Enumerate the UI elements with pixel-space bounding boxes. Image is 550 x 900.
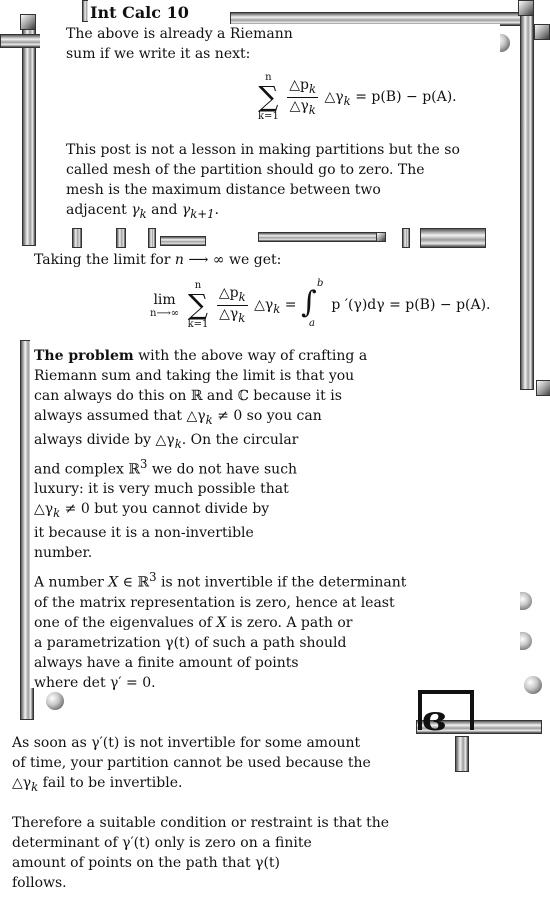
sum-operator bbox=[258, 72, 279, 122]
paragraph-line: number. bbox=[34, 545, 93, 562]
paragraph-line: always have a finite amount of points bbox=[34, 654, 299, 671]
text-fragment: ⟶ ∞ bbox=[183, 252, 225, 268]
frame-band-piece-6 bbox=[402, 228, 410, 248]
numerator-sub: k bbox=[238, 289, 246, 304]
integrand: p ′(γ)dγ bbox=[331, 297, 385, 313]
denominator-sub: k bbox=[308, 102, 316, 117]
text-fragment: △γ bbox=[12, 775, 32, 791]
ornament-glyph-swirl: ɞ bbox=[422, 699, 447, 739]
subscript: k bbox=[31, 779, 39, 794]
paragraph-line: This post is not a lesson in making partitions but the so bbox=[66, 142, 460, 158]
rhs-delta-sub: k bbox=[273, 301, 281, 316]
paragraph-line: Therefore a suitable condition or restraint is that the bbox=[12, 815, 390, 831]
equation-result: = p(B) − p(A). bbox=[355, 89, 457, 105]
text-fragment: A number bbox=[34, 574, 109, 591]
subscript: k bbox=[205, 412, 213, 427]
text-fragment: we get: bbox=[224, 252, 282, 268]
frame-band-square bbox=[376, 232, 386, 242]
frac-denominator bbox=[287, 98, 318, 118]
text-fragment: one of the eigenvalues of bbox=[34, 614, 217, 631]
text-fragment: ∈ ℝ bbox=[118, 574, 150, 591]
frame-left-bar bbox=[22, 16, 36, 246]
text-fragment: always assumed that △γ bbox=[34, 408, 206, 424]
frame-right-bar bbox=[520, 0, 534, 390]
paragraph-line bbox=[34, 346, 367, 366]
frac-denominator bbox=[217, 306, 248, 326]
section1-intro bbox=[66, 24, 293, 64]
paragraph-line: of the matrix representation is zero, hence at least bbox=[34, 594, 395, 611]
paragraph-line: determinant of γ′(t) only is zero on a finite bbox=[12, 835, 312, 851]
text-fragment: is not invertible if the determinant bbox=[156, 574, 407, 591]
decorative-halfknob-1 bbox=[520, 592, 532, 610]
integral-operator bbox=[300, 278, 324, 329]
frame-band-piece-4 bbox=[160, 236, 206, 246]
text-fragment: . On the circular bbox=[181, 431, 299, 448]
equation-result: = p(B) − p(A). bbox=[389, 297, 491, 313]
text-fragment: we do not have such bbox=[147, 461, 298, 478]
frame-corner-right-mid bbox=[534, 24, 550, 40]
paragraph-line bbox=[34, 454, 367, 480]
text-fragment: and bbox=[146, 202, 182, 218]
difference-quotient bbox=[217, 285, 248, 326]
paragraph-line: follows. bbox=[12, 875, 67, 891]
problem-paragraph bbox=[34, 346, 367, 563]
frame-band-piece-1 bbox=[72, 228, 82, 248]
paragraph-line: it because it is a non-invertible bbox=[34, 525, 254, 542]
sum-lower-limit: k=1 bbox=[258, 111, 279, 122]
lim-subscript: n⟶∞ bbox=[150, 307, 180, 319]
limit-operator bbox=[150, 292, 179, 319]
text-fragment: Taking the limit for bbox=[34, 252, 175, 268]
paragraph-line bbox=[34, 406, 367, 430]
variable-n: n bbox=[174, 252, 184, 268]
subscript: k+1 bbox=[190, 206, 215, 221]
paragraph-line: luxury: it is very much possible that bbox=[34, 481, 289, 498]
text-fragment: ≠ 0 but you cannot divide by bbox=[60, 501, 270, 518]
decorative-knob-bottom-left bbox=[46, 692, 64, 710]
section3-paragraph-1 bbox=[12, 733, 371, 797]
section1-paragraph bbox=[66, 140, 460, 224]
frame-ornament-stem bbox=[455, 736, 469, 772]
paragraph-line: As soon as γ′(t) is not invertible for some amount bbox=[12, 735, 361, 751]
paragraph-line bbox=[34, 613, 406, 633]
variable-x: X bbox=[216, 614, 227, 631]
paragraph-line bbox=[34, 567, 406, 593]
paragraph-line: amount of points on the path that γ(t) bbox=[12, 855, 281, 871]
lim-word: lim bbox=[153, 291, 176, 308]
rhs-delta-sub: k bbox=[343, 93, 351, 108]
text-fragment: ≠ 0 so you can bbox=[212, 408, 322, 424]
subscript: k bbox=[174, 436, 182, 451]
denominator-text: △γ bbox=[219, 305, 239, 322]
paragraph-line: of time, your partition cannot be used because the bbox=[12, 755, 371, 771]
decorative-halfknob-2 bbox=[520, 632, 532, 650]
superscript: 3 bbox=[140, 456, 148, 471]
paragraph-line: can always do this on ℝ and ℂ because it is bbox=[34, 388, 342, 404]
frame-band-piece-2 bbox=[116, 228, 126, 248]
paragraph-line: a parametrization γ(t) of such a path should bbox=[34, 634, 347, 651]
paragraph-line: Riemann sum and taking the limit is that you bbox=[34, 368, 355, 384]
text-fragment: and complex ℝ bbox=[34, 461, 141, 478]
frac-numerator bbox=[217, 285, 248, 306]
text-fragment: . bbox=[214, 202, 219, 218]
sum-operator bbox=[188, 280, 209, 330]
paragraph-line bbox=[34, 499, 367, 523]
sum-upper-limit: n bbox=[194, 280, 202, 291]
text-fragment: always divide by △γ bbox=[34, 431, 175, 448]
sigma-symbol: ∑ bbox=[258, 80, 279, 113]
section1-intro-line: The above is already a Riemann bbox=[66, 26, 293, 42]
sum-upper-limit: n bbox=[265, 72, 272, 83]
paragraph-line bbox=[34, 430, 367, 454]
text-fragment: △γ bbox=[34, 501, 54, 518]
problem-heading: The problem bbox=[34, 348, 134, 364]
gamma-symbol: γ bbox=[131, 202, 140, 218]
sum-lower-limit: k=1 bbox=[187, 319, 209, 330]
frame-corner-top-left bbox=[20, 14, 36, 30]
numerator-text: △p bbox=[218, 284, 239, 301]
equals-sign: = bbox=[284, 297, 297, 313]
variable-x: X bbox=[108, 574, 119, 591]
text-fragment: is zero. A path or bbox=[226, 614, 353, 631]
integral-symbol: ∫ bbox=[300, 285, 317, 320]
paragraph-line: called mesh of the partition should go to zero. The bbox=[66, 162, 425, 178]
rhs-delta: △γ bbox=[324, 89, 344, 105]
numerator-sub: k bbox=[309, 81, 317, 96]
limit-integral-equation bbox=[150, 280, 491, 330]
paragraph-line bbox=[12, 773, 371, 797]
denominator-text: △γ bbox=[289, 97, 309, 114]
frame-corner-right-low bbox=[536, 380, 550, 396]
page-title: Int Calc 10 bbox=[90, 3, 189, 22]
section3-paragraph-2 bbox=[12, 813, 389, 893]
frac-numerator bbox=[287, 77, 318, 98]
frame-band-piece-5 bbox=[258, 232, 378, 242]
paragraph-line-last bbox=[66, 200, 460, 224]
subscript: k bbox=[139, 206, 147, 221]
numerator-text: △p bbox=[289, 76, 309, 93]
frame-corner-top-right bbox=[518, 0, 534, 16]
subscript: k bbox=[53, 506, 61, 521]
paragraph-line: where det γ′ = 0. bbox=[34, 674, 156, 691]
superscript: 3 bbox=[149, 570, 157, 584]
paragraph-line: mesh is the maximum distance between two bbox=[66, 182, 381, 198]
sigma-symbol: ∑ bbox=[187, 288, 208, 321]
section1-intro-line: sum if we write it as next: bbox=[66, 46, 251, 62]
text-fragment: adjacent bbox=[66, 202, 132, 218]
gamma-symbol: γ bbox=[181, 202, 191, 218]
decorative-knob-right-low bbox=[524, 676, 542, 694]
frame-band-piece-3 bbox=[148, 228, 156, 248]
riemann-sum-equation bbox=[258, 72, 457, 122]
difference-quotient bbox=[287, 77, 318, 118]
integral-lower-limit: a bbox=[308, 318, 315, 329]
rhs-delta: △γ bbox=[254, 297, 274, 313]
integral-upper-limit: b bbox=[316, 278, 324, 289]
number-paragraph bbox=[34, 567, 406, 693]
limit-intro bbox=[34, 250, 281, 270]
frame-band-box bbox=[420, 228, 486, 248]
text-fragment: fail to be invertible. bbox=[38, 775, 183, 791]
text-fragment: with the above way of crafting a bbox=[133, 348, 368, 364]
denominator-sub: k bbox=[238, 310, 246, 325]
